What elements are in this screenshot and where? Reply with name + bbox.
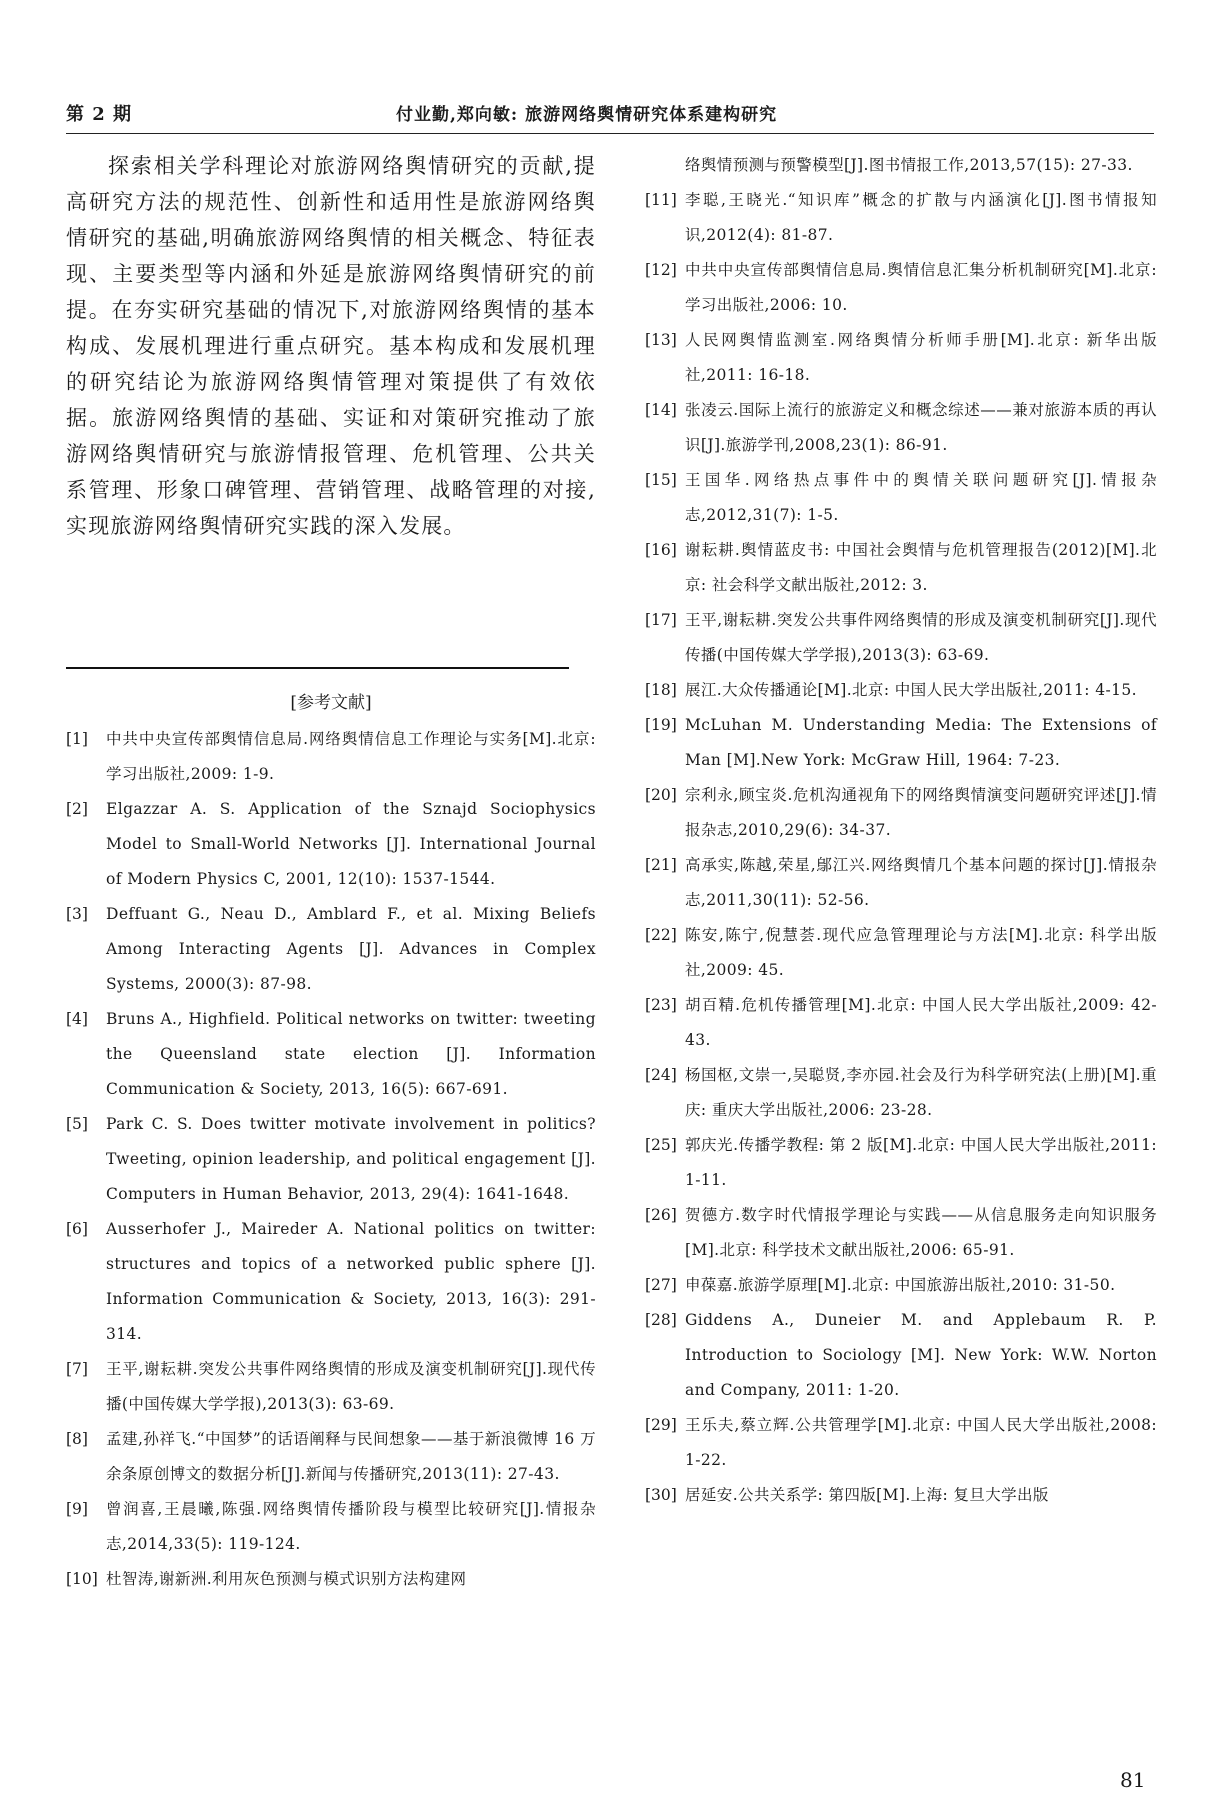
reference-item bbox=[66, 792, 596, 897]
reference-item bbox=[645, 183, 1157, 253]
reference-number: [28] bbox=[645, 1311, 677, 1329]
reference-item bbox=[645, 708, 1157, 778]
reference-text: 孟建,孙祥飞.“中国梦”的话语阐释与民间想象——基于新浪微博 16 万余条原创博文的数据分析[J].新闻与传播研究,2013(11): 27-43. bbox=[106, 1430, 596, 1483]
reference-text: 陈安,陈宁,倪慧荟.现代应急管理理论与方法[M].北京: 科学出版社,2009: 45. bbox=[685, 926, 1157, 979]
reference-number: [23] bbox=[645, 996, 677, 1014]
reference-text: 络舆情预测与预警模型[J].图书情报工作,2013,57(15): 27-33. bbox=[685, 156, 1133, 174]
reference-number: [1] bbox=[66, 730, 88, 748]
reference-text: McLuhan M. Understanding Media: The Extensions of Man [M].New York: McGraw Hill, 1964: 7-23. bbox=[685, 716, 1157, 769]
reference-number: [17] bbox=[645, 611, 677, 629]
references-divider bbox=[66, 667, 569, 669]
page-number: 81 bbox=[1120, 1768, 1146, 1792]
header-rule bbox=[66, 133, 1154, 134]
reference-number: [5] bbox=[66, 1115, 88, 1133]
reference-number: [13] bbox=[645, 331, 677, 349]
reference-item bbox=[645, 673, 1157, 708]
reference-item bbox=[645, 1408, 1157, 1478]
reference-text: 谢耘耕.舆情蓝皮书: 中国社会舆情与危机管理报告(2012)[M].北京: 社会科学文献出版社,2012: 3. bbox=[685, 541, 1157, 594]
references-list-left bbox=[66, 722, 596, 1597]
reference-item bbox=[645, 918, 1157, 988]
reference-number: [18] bbox=[645, 681, 677, 699]
body-paragraph: 探索相关学科理论对旅游网络舆情研究的贡献,提高研究方法的规范性、创新性和适用性是旅游网络舆情研究的基础,明确旅游网络舆情的相关概念、特征表现、主要类型等内涵和外延是旅游网络舆情研究的前提。在夯实研究基础的情况下,对旅游网络舆情的基本构成、发展机理进行重点研究。基本构成和发展机理的研究结论为旅游网络舆情管理对策提供了有效依据。旅游网络舆情的基础、实证和对策研究推动了旅游网络舆情研究与旅游情报管理、危机管理、公共关系管理、形象口碑管理、营销管理、战略管理的对接,实现旅游网络舆情研究实践的深入发展。 bbox=[66, 154, 596, 538]
reference-item bbox=[645, 323, 1157, 393]
reference-number: [26] bbox=[645, 1206, 677, 1224]
reference-text: Bruns A., Highfield. Political networks on twitter: tweeting the Queensland state election [J]. Information Communication & Society, 2013, 16(5): 667-691. bbox=[106, 1010, 596, 1098]
reference-number: [8] bbox=[66, 1430, 88, 1448]
reference-text: 胡百精.危机传播管理[M].北京: 中国人民大学出版社,2009: 42-43. bbox=[685, 996, 1157, 1049]
reference-text: 王国华.网络热点事件中的舆情关联问题研究[J].情报杂志,2012,31(7): 1-5. bbox=[685, 471, 1157, 524]
reference-item bbox=[645, 1058, 1157, 1128]
reference-item bbox=[645, 1303, 1157, 1408]
reference-item bbox=[645, 148, 1157, 183]
reference-text: 李聪,王晓光.“知识库”概念的扩散与内涵演化[J].图书情报知识,2012(4): 81-87. bbox=[685, 191, 1157, 244]
reference-text: Elgazzar A. S. Application of the Sznajd Sociophysics Model to Small-World Networks [J]. International Journal of Modern Physics C, 2001, 12(10): 1537-1544. bbox=[106, 800, 596, 888]
reference-number: [30] bbox=[645, 1486, 677, 1504]
reference-number: [11] bbox=[645, 191, 677, 209]
reference-text: 王平,谢耘耕.突发公共事件网络舆情的形成及演变机制研究[J].现代传播(中国传媒大学学报),2013(3): 63-69. bbox=[685, 611, 1157, 664]
reference-item bbox=[645, 1478, 1157, 1513]
reference-number: [6] bbox=[66, 1220, 88, 1238]
reference-item bbox=[66, 1562, 596, 1597]
reference-number: [16] bbox=[645, 541, 677, 559]
reference-number bbox=[645, 148, 685, 183]
reference-text: 展江.大众传播通论[M].北京: 中国人民大学出版社,2011: 4-15. bbox=[685, 681, 1137, 699]
reference-text: 郭庆光.传播学教程: 第 2 版[M].北京: 中国人民大学出版社,2011: 1-11. bbox=[685, 1136, 1157, 1189]
reference-item bbox=[66, 1107, 596, 1212]
reference-text: Giddens A., Duneier M. and Applebaum R. P. Introduction to Sociology [M]. New York: W.W. Norton and Company, 2011: 1-20. bbox=[685, 1311, 1157, 1399]
reference-item bbox=[645, 1128, 1157, 1198]
reference-text: 中共中央宣传部舆情信息局.网络舆情信息工作理论与实务[M].北京: 学习出版社,2009: 1-9. bbox=[106, 730, 596, 783]
references-heading: [参考文献] bbox=[290, 693, 372, 713]
reference-text: 中共中央宣传部舆情信息局.舆情信息汇集分析机制研究[M].北京: 学习出版社,2006: 10. bbox=[685, 261, 1157, 314]
reference-text: 宗利永,顾宝炎.危机沟通视角下的网络舆情演变问题研究评述[J].情报杂志,2010,29(6): 34-37. bbox=[685, 786, 1157, 839]
issue-label: 第 2 期 bbox=[66, 104, 133, 125]
reference-number: [12] bbox=[645, 261, 677, 279]
reference-item bbox=[66, 1212, 596, 1352]
reference-text: 杨国枢,文崇一,吴聪贤,李亦园.社会及行为科学研究法(上册)[M].重庆: 重庆大学出版社,2006: 23-28. bbox=[685, 1066, 1157, 1119]
reference-text: 高承实,陈越,荣星,鄔江兴.网络舆情几个基本问题的探讨[J].情报杂志,2011,30(11): 52-56. bbox=[685, 856, 1157, 909]
running-title: 付业勤,郑向敏: 旅游网络舆情研究体系建构研究 bbox=[396, 105, 778, 125]
reference-text: 曾润喜,王晨曦,陈强.网络舆情传播阶段与模型比较研究[J].情报杂志,2014,33(5): 119-124. bbox=[106, 1500, 596, 1553]
reference-item bbox=[66, 1422, 596, 1492]
reference-item bbox=[645, 988, 1157, 1058]
reference-number: [25] bbox=[645, 1136, 677, 1154]
reference-number: [7] bbox=[66, 1360, 88, 1378]
left-column bbox=[66, 148, 596, 544]
reference-text: 王乐夫,蔡立辉.公共管理学[M].北京: 中国人民大学出版社,2008: 1-22. bbox=[685, 1416, 1157, 1469]
reference-text: 张凌云.国际上流行的旅游定义和概念综述——兼对旅游本质的再认识[J].旅游学刊,2008,23(1): 86-91. bbox=[685, 401, 1157, 454]
running-header bbox=[66, 100, 1154, 130]
references-list-right bbox=[645, 148, 1157, 1513]
reference-text: 杜智涛,谢新洲.利用灰色预测与模式识别方法构建网 bbox=[106, 1570, 467, 1588]
reference-number: [3] bbox=[66, 905, 88, 923]
reference-number: [22] bbox=[645, 926, 677, 944]
reference-text: 人民网舆情监测室.网络舆情分析师手册[M].北京: 新华出版社,2011: 16-18. bbox=[685, 331, 1157, 384]
reference-number: [14] bbox=[645, 401, 677, 419]
reference-text: Ausserhofer J., Maireder A. National politics on twitter: structures and topics of a networked public sphere [J]. Information Communication & Society, 2013, 16(3): 291-314. bbox=[106, 1220, 596, 1343]
reference-item bbox=[66, 722, 596, 792]
reference-item bbox=[645, 463, 1157, 533]
reference-number: [24] bbox=[645, 1066, 677, 1084]
reference-item bbox=[66, 1352, 596, 1422]
reference-item bbox=[645, 848, 1157, 918]
reference-number: [19] bbox=[645, 716, 677, 734]
reference-text: 贺德方.数字时代情报学理论与实践——从信息服务走向知识服务[M].北京: 科学技术文献出版社,2006: 65-91. bbox=[685, 1206, 1157, 1259]
reference-number: [2] bbox=[66, 800, 88, 818]
reference-number: [4] bbox=[66, 1010, 88, 1028]
reference-item bbox=[645, 533, 1157, 603]
reference-item bbox=[645, 1198, 1157, 1268]
reference-number: [20] bbox=[645, 786, 677, 804]
reference-number: [15] bbox=[645, 471, 677, 489]
reference-item bbox=[66, 1002, 596, 1107]
reference-item bbox=[66, 897, 596, 1002]
reference-number: [10] bbox=[66, 1570, 98, 1588]
reference-item bbox=[645, 253, 1157, 323]
reference-item bbox=[645, 393, 1157, 463]
reference-text: 居延安.公共关系学: 第四版[M].上海: 复旦大学出版 bbox=[685, 1486, 1049, 1504]
reference-text: Park C. S. Does twitter motivate involvement in politics? Tweeting, opinion leadership, and political engagement [J]. Computers in Human Behavior, 2013, 29(4): 1641-1648. bbox=[106, 1115, 596, 1203]
reference-text: Deffuant G., Neau D., Amblard F., et al. Mixing Beliefs Among Interacting Agents [J]. Advances in Complex Systems, 2000(3): 87-98. bbox=[106, 905, 596, 993]
reference-item bbox=[645, 603, 1157, 673]
reference-item bbox=[645, 778, 1157, 848]
reference-number: [27] bbox=[645, 1276, 677, 1294]
reference-number: [21] bbox=[645, 856, 677, 874]
reference-number: [29] bbox=[645, 1416, 677, 1434]
reference-text: 申葆嘉.旅游学原理[M].北京: 中国旅游出版社,2010: 31-50. bbox=[685, 1276, 1116, 1294]
reference-text: 王平,谢耘耕.突发公共事件网络舆情的形成及演变机制研究[J].现代传播(中国传媒大学学报),2013(3): 63-69. bbox=[106, 1360, 596, 1413]
reference-number: [9] bbox=[66, 1500, 88, 1518]
reference-item bbox=[645, 1268, 1157, 1303]
reference-item bbox=[66, 1492, 596, 1562]
